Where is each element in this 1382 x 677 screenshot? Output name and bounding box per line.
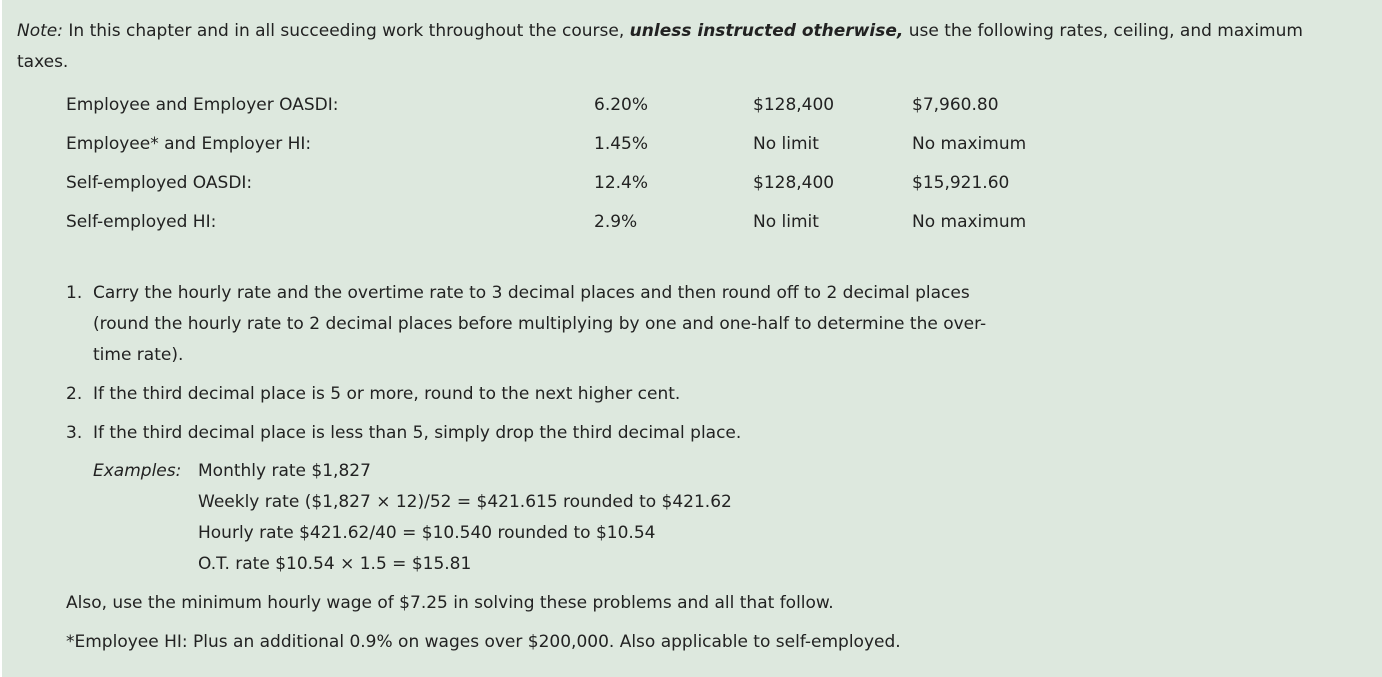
example-line: O.T. rate $10.54 × 1.5 = $15.81 (198, 554, 472, 574)
rounding-rules-list (66, 278, 1066, 457)
rate-maximum: No maximum (912, 134, 1027, 154)
rule-text-line: time rate). (93, 345, 184, 365)
rate-percent: 1.45% (594, 134, 649, 154)
example-line: Monthly rate $1,827 (198, 461, 371, 481)
note-text-before: In this chapter and in all succeeding work throughout the course, (62, 21, 630, 41)
rate-label: Self-employed HI: (66, 212, 217, 232)
example-line: Weekly rate ($1,827 × 12)/52 = $421.615 rounded to $421.62 (198, 492, 732, 512)
rate-percent: 12.4% (594, 173, 649, 193)
note-emphasis: unless instructed otherwise, (629, 21, 904, 41)
rule-text-line: If the third decimal place is 5 or more, round to the next higher cent. (93, 384, 681, 404)
rule-item (66, 278, 1066, 371)
note-lead: Note: (17, 21, 63, 41)
rate-ceiling: $128,400 (753, 95, 835, 115)
rate-maximum: No maximum (912, 212, 1027, 232)
rule-number: 2. (66, 384, 83, 404)
rule-number: 1. (66, 283, 83, 303)
examples-label: Examples: (93, 461, 182, 481)
content-panel (2, 0, 1382, 677)
rate-ceiling: No limit (753, 212, 819, 232)
rate-percent: 6.20% (594, 95, 649, 115)
rate-ceiling: No limit (753, 134, 819, 154)
rule-number: 3. (66, 423, 83, 443)
note-text-after: use the following rates, ceiling, and maximum taxes. (17, 21, 1303, 72)
rule-text-line: Carry the hourly rate and the overtime rate to 3 decimal places and then round off to 2 decimal places (93, 283, 970, 303)
rate-label: Employee and Employer OASDI: (66, 95, 339, 115)
note-paragraph (17, 16, 1337, 78)
rule-text-line: If the third decimal place is less than 5, simply drop the third decimal place. (93, 423, 742, 443)
rule-item (66, 418, 1066, 449)
rule-item (66, 379, 1066, 410)
rate-label: Employee* and Employer HI: (66, 134, 312, 154)
hi-footnote: *Employee HI: Plus an additional 0.9% on wages over $200,000. Also applicable to self-employed. (66, 632, 901, 652)
rate-maximum: $7,960.80 (912, 95, 999, 115)
rate-maximum: $15,921.60 (912, 173, 1010, 193)
rate-label: Self-employed OASDI: (66, 173, 253, 193)
rate-percent: 2.9% (594, 212, 638, 232)
rule-text-line: (round the hourly rate to 2 decimal places before multiplying by one and one-half to determine the over- (93, 314, 987, 334)
rate-ceiling: $128,400 (753, 173, 835, 193)
minimum-wage-note: Also, use the minimum hourly wage of $7.25 in solving these problems and all that follow. (66, 593, 834, 613)
example-line: Hourly rate $421.62/40 = $10.540 rounded to $10.54 (198, 523, 656, 543)
